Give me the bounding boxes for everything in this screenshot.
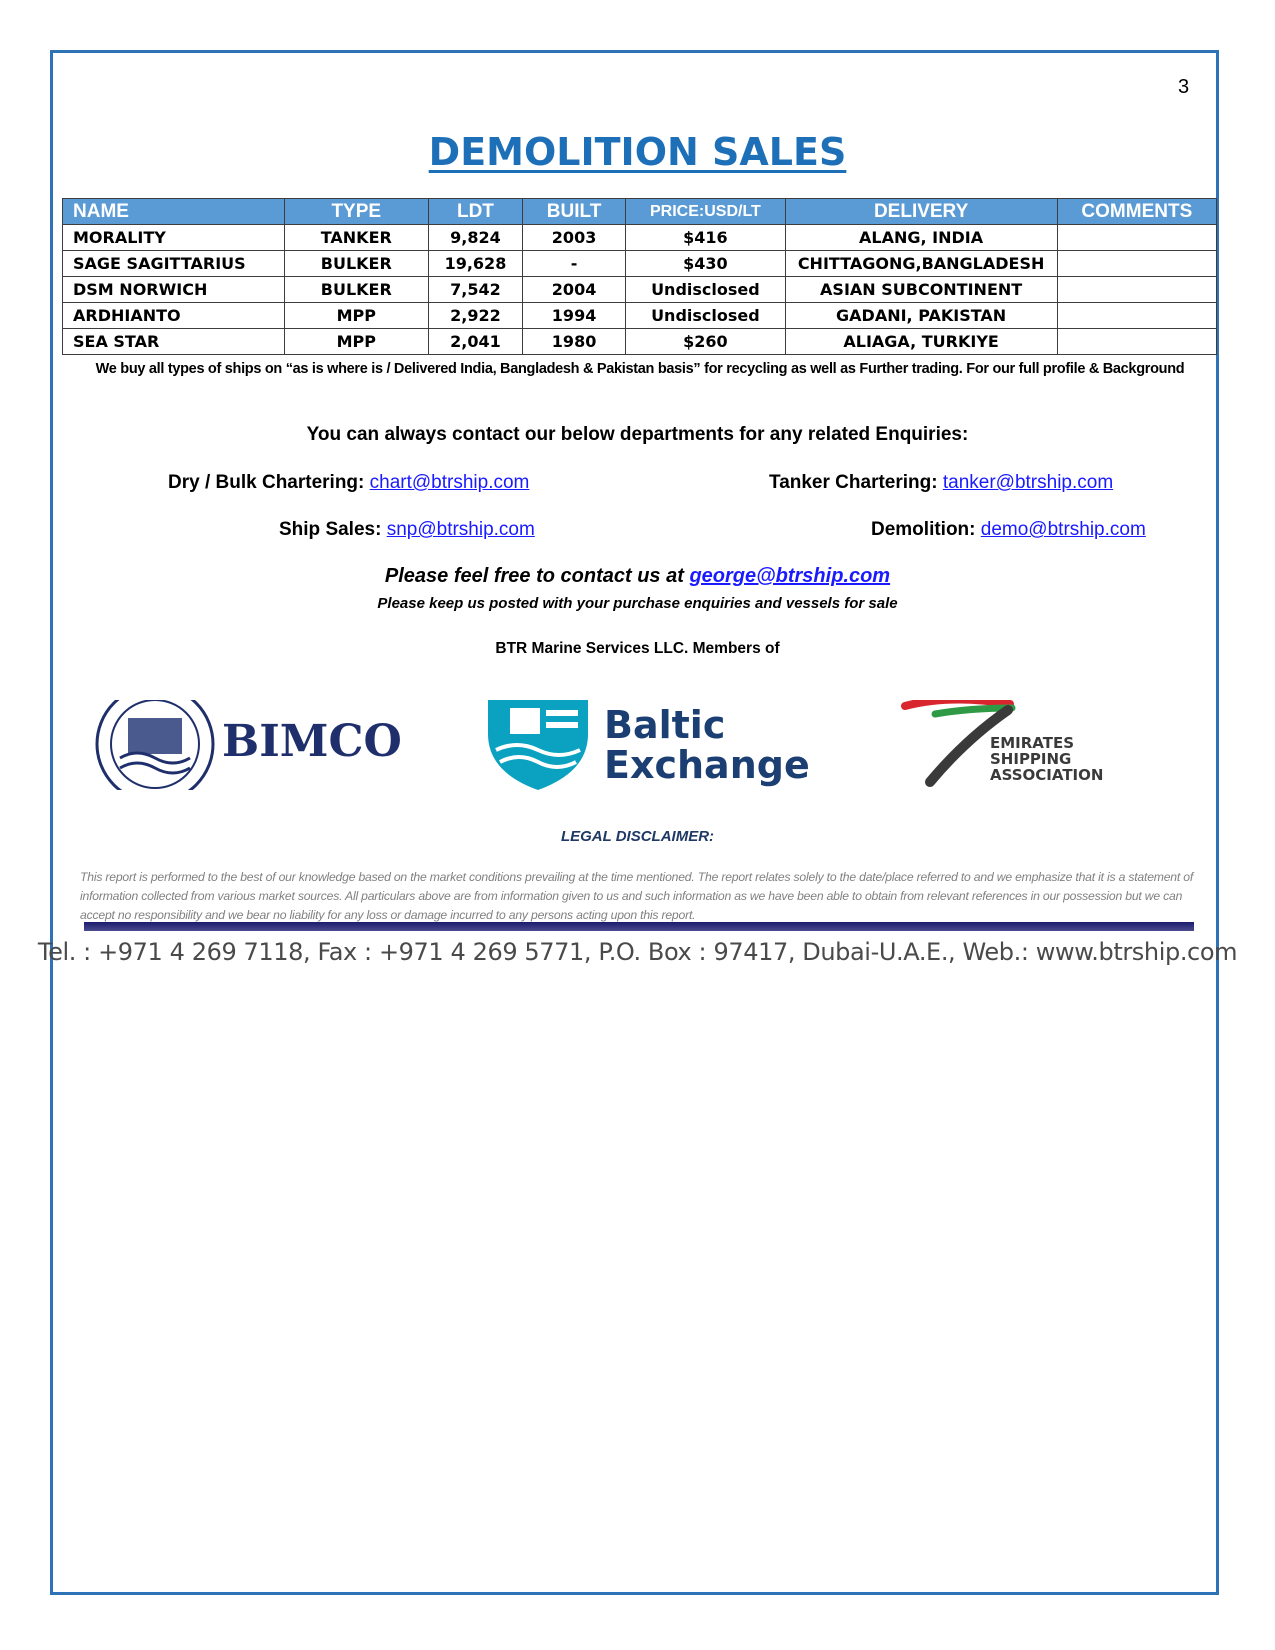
- header-price: PRICE:USD/LT: [626, 199, 785, 225]
- header-type: TYPE: [284, 199, 429, 225]
- header-name: NAME: [63, 199, 285, 225]
- dry-bulk-label: Dry / Bulk Chartering:: [168, 472, 370, 493]
- cell-price: $430: [626, 251, 785, 277]
- ship-sales-email-link[interactable]: snp@btrship.com: [386, 519, 535, 540]
- cell-built: 2003: [522, 225, 625, 251]
- table-row: [63, 277, 1217, 303]
- demolition-contact: [871, 519, 1146, 541]
- cell-type: BULKER: [284, 277, 429, 303]
- footer-contact-line: Tel. : +971 4 269 7118, Fax : +971 4 269 5771, P.O. Box : 97417, Dubai-U.A.E., Web.: www.btrship.com: [37, 938, 1238, 966]
- logos-svg: [0, 700, 1275, 790]
- header-delivery: DELIVERY: [785, 199, 1057, 225]
- dry-bulk-contact: [168, 472, 529, 494]
- cell-ldt: 2,922: [429, 303, 523, 329]
- legal-disclaimer-text: This report is performed to the best of our knowledge based on the market conditions prevailing at the time mentioned. The report relates solely to the date/place referred to and we emphasize that it is a statement of information collected from various market sources. All particulars above are from information given to us and such information as we have been able to obtain from relevant references in our possession but we can accept no responsibility and we bear no liability for any loss or damage incurred to any persons acting upon this report.: [80, 870, 1194, 922]
- ship-sales-label: Ship Sales:: [279, 519, 387, 540]
- contact-heading: You can always contact our below departments for any related Enquiries:: [306, 424, 969, 445]
- cell-type: MPP: [284, 329, 429, 355]
- page-title-text: DEMOLITION SALES: [428, 130, 847, 174]
- cell-comments: [1057, 225, 1216, 251]
- cell-ldt: 9,824: [429, 225, 523, 251]
- cell-name: SAGE SAGITTARIUS: [63, 251, 285, 277]
- cell-delivery: CHITTAGONG,BANGLADESH: [785, 251, 1057, 277]
- cell-name: MORALITY: [63, 225, 285, 251]
- tanker-label: Tanker Chartering:: [769, 472, 943, 493]
- free-contact-text: Please feel free to contact us at: [384, 565, 690, 587]
- baltic-wordmark-line1: Baltic: [604, 703, 726, 747]
- cell-built: 2004: [522, 277, 625, 303]
- cell-ldt: 19,628: [429, 251, 523, 277]
- cell-delivery: ASIAN SUBCONTINENT: [785, 277, 1057, 303]
- recycling-note: We buy all types of ships on “as is where is / Delivered India, Bangladesh & Pakistan basis” for recycling as well as Further trading. For our full profile & Background: [95, 361, 1185, 377]
- cell-ldt: 2,041: [429, 329, 523, 355]
- cell-type: TANKER: [284, 225, 429, 251]
- cell-ldt: 7,542: [429, 277, 523, 303]
- bimco-seal-icon: [97, 700, 213, 790]
- baltic-wordmark-line2: Exchange: [604, 743, 810, 787]
- header-ldt: LDT: [429, 199, 523, 225]
- esa-wordmark-line3: ASSOCIATION: [990, 766, 1104, 784]
- tanker-contact: [769, 472, 1113, 494]
- bimco-wordmark: BIMCO: [222, 716, 402, 767]
- cell-built: 1994: [522, 303, 625, 329]
- cell-delivery: GADANI, PAKISTAN: [785, 303, 1057, 329]
- header-comments: COMMENTS: [1057, 199, 1216, 225]
- cell-built: 1980: [522, 329, 625, 355]
- demolition-email-link[interactable]: demo@btrship.com: [980, 519, 1146, 540]
- cell-comments: [1057, 329, 1216, 355]
- ship-sales-contact: [279, 519, 535, 541]
- free-contact-line: [0, 565, 1275, 588]
- cell-name: ARDHIANTO: [63, 303, 285, 329]
- cell-price: Undisclosed: [626, 303, 785, 329]
- legal-disclaimer-heading: LEGAL DISCLAIMER:: [560, 828, 715, 845]
- table-row: [63, 251, 1217, 277]
- esa-wordmark-line2: SHIPPING: [990, 750, 1072, 768]
- members-of-line: BTR Marine Services LLC. Members of: [495, 640, 780, 657]
- cell-price: $416: [626, 225, 785, 251]
- dry-bulk-email-link[interactable]: chart@btrship.com: [369, 472, 530, 493]
- table-row: [63, 303, 1217, 329]
- page-title: [0, 130, 1275, 174]
- demolition-sales-table: [62, 198, 1217, 355]
- cell-name: DSM NORWICH: [63, 277, 285, 303]
- esa-wordmark-line1: EMIRATES: [990, 734, 1075, 752]
- cell-delivery: ALIAGA, TURKIYE: [785, 329, 1057, 355]
- cell-comments: [1057, 251, 1216, 277]
- cell-comments: [1057, 303, 1216, 329]
- cell-comments: [1057, 277, 1216, 303]
- keep-posted-line: Please keep us posted with your purchase enquiries and vessels for sale: [377, 595, 898, 612]
- table-header-row: [63, 199, 1217, 225]
- cell-name: SEA STAR: [63, 329, 285, 355]
- member-logos: [0, 700, 1275, 790]
- george-email-link[interactable]: george@btrship.com: [689, 565, 891, 587]
- cell-built: -: [522, 251, 625, 277]
- cell-price: Undisclosed: [626, 277, 785, 303]
- page-number: 3: [1178, 76, 1190, 98]
- header-built: BUILT: [522, 199, 625, 225]
- cell-price: $260: [626, 329, 785, 355]
- table-row: [63, 225, 1217, 251]
- footer-divider: [84, 922, 1194, 931]
- cell-delivery: ALANG, INDIA: [785, 225, 1057, 251]
- cell-type: BULKER: [284, 251, 429, 277]
- table-row: [63, 329, 1217, 355]
- demolition-label: Demolition:: [871, 519, 981, 540]
- baltic-shield-icon: [488, 700, 588, 790]
- cell-type: MPP: [284, 303, 429, 329]
- tanker-email-link[interactable]: tanker@btrship.com: [942, 472, 1114, 493]
